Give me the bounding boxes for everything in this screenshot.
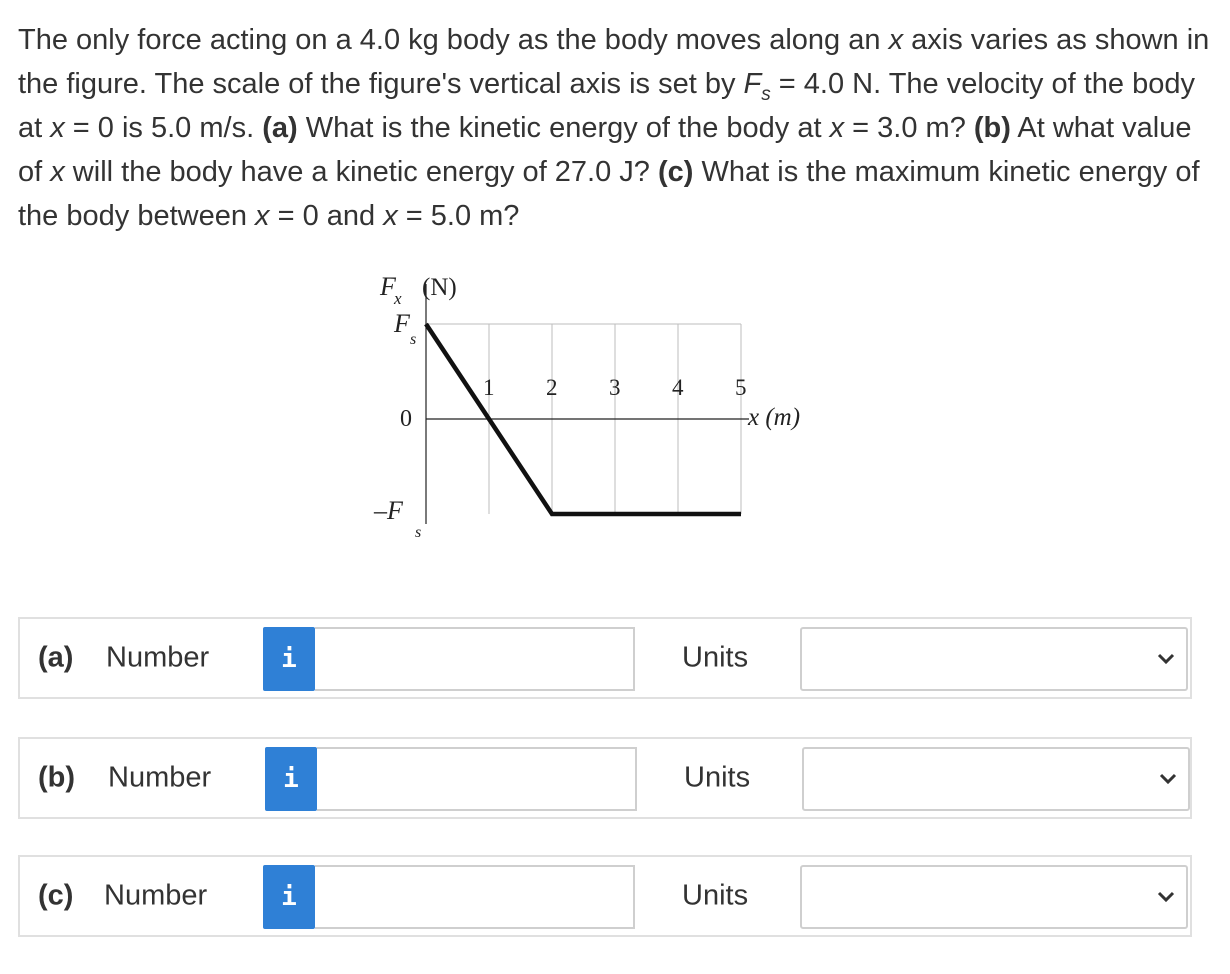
- y-label-main: F: [380, 272, 396, 301]
- y-tick-bottom: [373, 496, 421, 541]
- x-tick-labels: [483, 375, 747, 400]
- chevron-down-icon: [1156, 890, 1176, 904]
- y-tick-top: [393, 309, 416, 348]
- y-axis-label: [379, 272, 457, 308]
- y-tick-zero: 0: [400, 406, 412, 432]
- info-button[interactable]: [263, 627, 315, 691]
- part-label: (a): [38, 641, 74, 674]
- force-graph: [360, 262, 850, 552]
- units-label: Units: [684, 761, 751, 794]
- svg-text:F: F: [394, 309, 410, 338]
- svg-text:–F: –F: [374, 496, 403, 525]
- units-select[interactable]: [802, 747, 1190, 811]
- answer-row-b: [18, 737, 1192, 819]
- x-tick-label-5: 5: [735, 375, 747, 400]
- answer-row-a: [18, 617, 1192, 699]
- info-icon: i: [281, 644, 297, 674]
- info-button[interactable]: [265, 747, 317, 811]
- units-label: Units: [682, 641, 749, 674]
- x-tick-label-4: 4: [672, 375, 684, 400]
- units-label: Units: [682, 879, 749, 912]
- info-icon: i: [281, 882, 297, 912]
- part-label: (b): [38, 761, 76, 794]
- svg-text:s: s: [410, 331, 417, 348]
- chevron-down-icon: [1158, 772, 1178, 786]
- number-input[interactable]: [315, 627, 635, 691]
- units-select[interactable]: [800, 627, 1188, 691]
- info-button[interactable]: [263, 865, 315, 929]
- number-label: Number: [106, 641, 210, 674]
- number-label: Number: [108, 761, 212, 794]
- units-select[interactable]: [800, 865, 1188, 929]
- number-input[interactable]: [315, 865, 635, 929]
- x-tick-label-1: 1: [483, 375, 495, 400]
- x-tick-label-3: 3: [609, 375, 621, 400]
- svg-text:s: s: [415, 524, 422, 541]
- question-text: The only force acting on a 4.0 kg body as the body moves along an x axis varies as shown in the figure. The scale of the figure's vertical axis is set by $F_s = 4.0$ N. The velocity of the body at x = 0 is 5.0 m/s. (a) What is the kinetic energy of the body at x = 3.0 m? (b) At what value of x will the body have a kinetic energy of 27.0 J? (c) What is the maximum kinetic energy of the body between x = 0 and x = 5.0 m?: [18, 24, 1210, 232]
- chevron-down-icon: [1156, 652, 1176, 666]
- x-axis-label: x (m): [748, 404, 801, 431]
- x-tick-label-2: 2: [546, 375, 558, 400]
- y-label-sub: x: [394, 289, 402, 308]
- answer-row-c: [18, 855, 1192, 937]
- part-label: (c): [38, 879, 74, 912]
- info-icon: i: [283, 764, 299, 794]
- number-input[interactable]: [317, 747, 637, 811]
- y-label-unit: (N): [422, 274, 457, 301]
- number-label: Number: [104, 879, 208, 912]
